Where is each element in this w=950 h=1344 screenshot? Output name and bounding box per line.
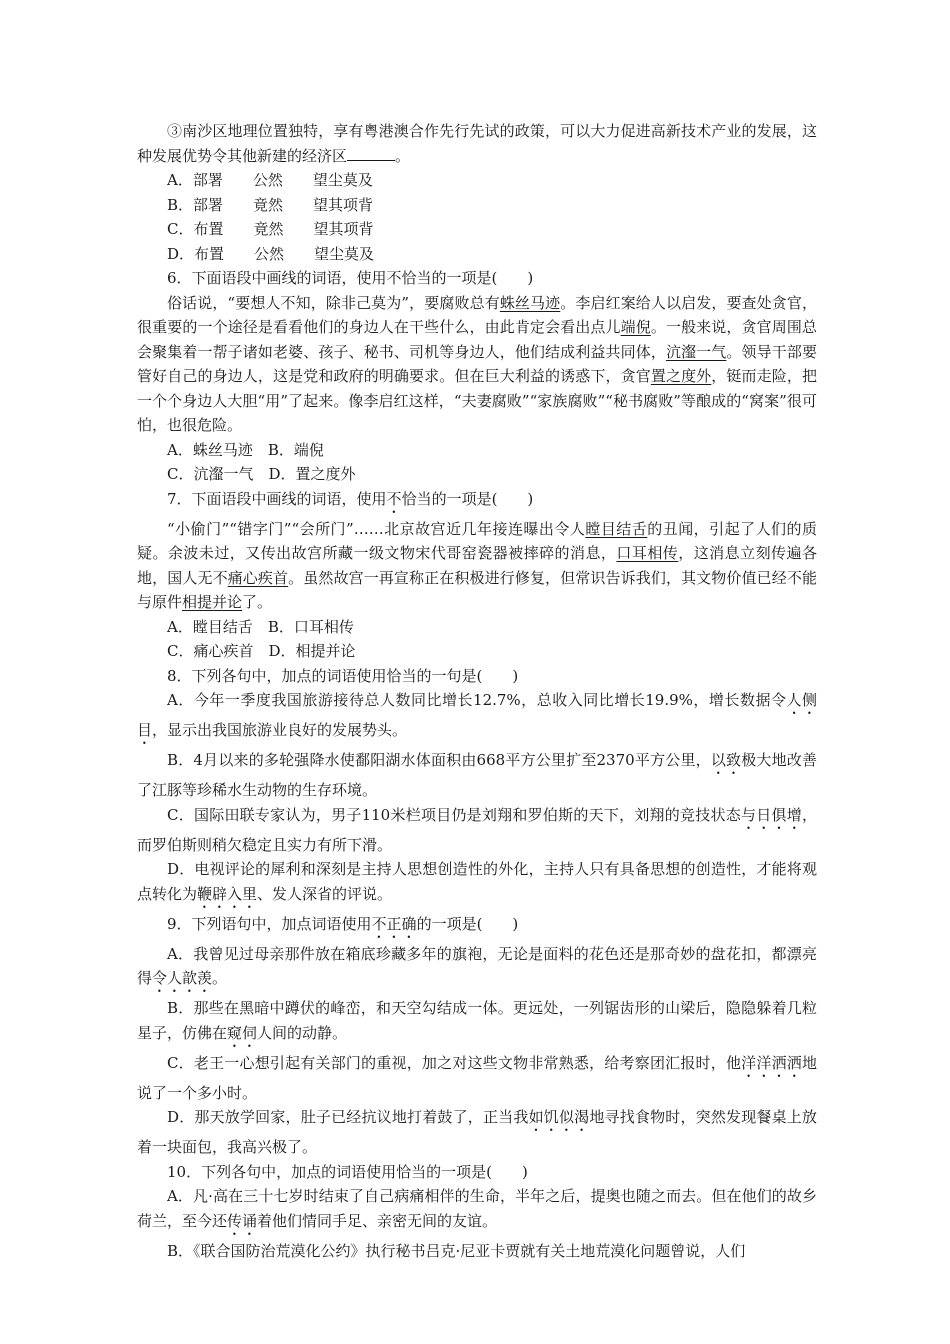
q9-option-d: D．那天放学回家，肚子已经抗议地打着鼓了，正当我如饥似渴地寻找食物时，突然发现餐桌上放着一块面包，我高兴极了。 (137, 1108, 817, 1156)
q8-option-c: C．国际田联专家认为，男子110米栏项目仍是刘翔和罗伯斯的天下，刘翔的竞技状态与日俱增，而罗伯斯则稍欠稳定且实力有所下滑。 (137, 805, 817, 854)
q9-option-c: C．老王一心想引起有关部门的重视，加之对这些文物非常熟悉，给考察团汇报时，他洋洋洒洒地说了一个多小时。 (137, 1053, 817, 1102)
dotted-term: 以致 (710, 751, 742, 769)
dotted-term: 与日俱增 (741, 805, 802, 824)
underlined-term: 口耳相传 (616, 544, 679, 562)
q6-options-cd: C．沆瀣一气 D．置之度外 (167, 465, 356, 483)
q7-options-ab: A．瞠目结舌 B．口耳相传 (167, 617, 354, 636)
q6-stem: 6．下面语段中画线的词语，使用不恰当的一项是( ) (167, 269, 534, 287)
q5-option-b: B．部署 竟然 望其项背 (167, 195, 374, 214)
q5-option-c: C．布置 竟然 望其项背 (167, 220, 374, 238)
q8-option-a: A．今年一季度我国旅游接待总人数同比增长12.7%，总收入同比增长19.9%，增长数据令人侧目，显示出我国旅游业良好的发展势头。 (137, 691, 817, 739)
q6-passage: 俗话说，“要想人不知，除非己莫为”，要腐败总有蛛丝马迹。李启红案给人以启发，要查处贪官，很重要的一个途径是看看他们的身边人在干些什么，由此肯定会看出点儿端倪。一般来说，贪官周围总会聚集着一帮子诸如老婆、孩子、秘书、司机等身边人，他们结成利益共同体，沆瀣一气。领导干部要管好自己的身边人，这是党和政府的明确要求。但在巨大利益的诱惑下，贪官置之度外，铤而走险，把一个个身边人大胆“用”了起来。像李启红这样，“夫妻腐败”“家族腐败”“秘书腐败”等酿成的“窝案”很可怕，也很危险。 (137, 293, 817, 434)
q9-stem: 9．下列语句中，加点词语使用不正确的一项是( ) (167, 914, 519, 933)
document-page (137, 119, 817, 1263)
q7-options-cd: C．痛心疾首 D．相提并论 (167, 642, 356, 660)
q10-stem: 10．下列各句中，加点的词语使用恰当的一项是( ) (167, 1162, 528, 1181)
q9-option-b: B．那些在黑暗中蹲伏的峰峦，和天空勾结成一体。更远处，一列锯齿形的山梁后，隐隐躲着几粒星子，仿佛在窥伺人间的动静。 (137, 999, 817, 1042)
q7-passage: “小偷门”“错字门”“会所门”……北京故宫近几年接连曝出令人瞠目结舌的丑闻，引起了人们的质疑。余波未过，又传出故宫所藏一级文物宋代哥窑瓷器被摔碎的消息，口耳相传，这消息立刻传遍各地，国人无不痛心疾首。虽然故宫一再宣称正在积极进行修复，但常识告诉我们，其文物价值已经不能与原件相提并论了。 (137, 519, 817, 611)
q10-option-a: A．凡·高在三十七岁时结束了自己病痛相伴的生命，半年之后，提奥也随之而去。但在他们的故乡荷兰，至今还传诵着他们情同手足、亲密无间的友谊。 (137, 1187, 817, 1230)
dotted-term: 人侧目 (137, 691, 817, 739)
dotted-term: 鞭辟入里 (197, 884, 258, 903)
q8-option-d: D．电视评论的犀利和深刻是主持人思想创造性的外化，主持人只有具备思想的创造性，才能将观点转化为鞭辟入里、发人深省的评说。 (137, 860, 817, 903)
underlined-term: 相提并论 (182, 593, 243, 611)
dotted-term: 传诵 (227, 1211, 258, 1230)
q8-stem: 8．下列各句中，加点的词语使用恰当的一句是( ) (167, 666, 519, 685)
underlined-term: 瞠目结舌 (585, 519, 648, 538)
underlined-term: 沆瀣一气 (665, 342, 727, 361)
dotted-term: 不 (386, 489, 402, 508)
dotted-term: 如饥似渴 (528, 1108, 590, 1126)
underlined-term: 蛛丝马迹 (499, 293, 561, 312)
dotted-term: 令人歆羡 (152, 969, 213, 987)
q5-option-a: A．部署 公然 望尘莫及 (167, 171, 373, 189)
q10-option-b: B．《联合国防治荒漠化公约》执行秘书吕克·尼亚卡贾就有关土地荒漠化问题曾说，人们 (167, 1241, 746, 1260)
q6-options-ab: A．蛛丝马迹 B．端倪 (167, 440, 324, 459)
underlined-term: 痛心疾首 (227, 568, 289, 587)
q8-option-b: B．4月以来的多轮强降水使鄱阳湖水体面积由668平方公里扩至2370平方公里，以致极大地改善了江豚等珍稀水生动物的生存环境。 (137, 751, 817, 799)
q5-option-d: D．布置 公然 望尘莫及 (167, 244, 375, 263)
answer-blank (347, 146, 395, 161)
dotted-term: 洋洋洒洒 (741, 1053, 802, 1072)
q9-option-a: A．我曾见过母亲那件放在箱底珍藏多年的旗袍，无论是面料的花色还是那奇妙的盘花扣，都漂亮得令人歆羡。 (137, 944, 817, 987)
q5-item3: ③南沙区地理位置独特，享有粤港澳合作先行先试的政策，可以大力促进高新技术产业的发展，这种发展优势令其他新建的经济区 。 (137, 122, 817, 165)
underlined-term: 端倪 (620, 318, 651, 336)
q7-stem: 7．下面语段中画线的词语，使用不恰当的一项是( ) (167, 489, 534, 508)
dotted-term: 窥伺 (227, 1023, 258, 1042)
underlined-term: 置之度外 (650, 367, 712, 385)
dotted-term: 不正确 (371, 914, 417, 933)
